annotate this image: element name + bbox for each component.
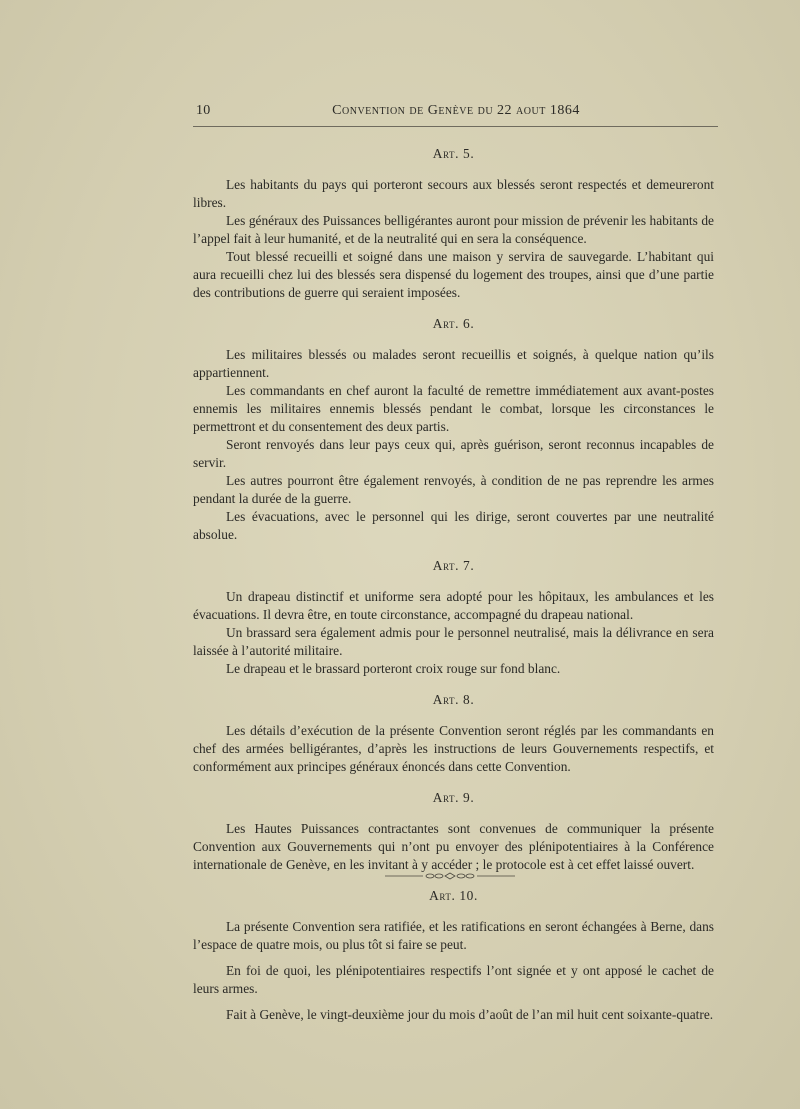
paragraph: La présente Convention sera ratifiée, et les ratifications en seront échangées à Berne, dans l’espace de quatre mois, ou plus tôt si faire se peut. [193,919,714,952]
paragraph: Fait à Genève, le vingt-deuxième jour du mois d’août de l’an mil huit cent soixante-quatre. [226,1007,714,1022]
article-8 [193,691,714,776]
article-7 [193,557,714,678]
paragraph: Tout blessé recueilli et soigné dans une maison y servira de sauvegarde. L’habitant qui aura recueilli chez lui des blessés sera dispensé du logement des troupes, ainsi que d’une partie des contributions de guerre qui seraient imposées. [193,249,714,300]
article-9 [193,789,714,874]
running-title: Convention de Genève du 22 aout 1864 [332,103,580,118]
paragraph: Un drapeau distinctif et uniforme sera adopté pour les hôpitaux, les ambulances et les évacuations. Il devra être, en toute circonstance, accompagné du drapeau national. [193,589,714,622]
paragraph: Les Hautes Puissances contractantes sont convenues de communiquer la présente Convention aux Gouvernements qui n’ont pu envoyer des plénipotentiaires à la Conférence internationale de Genève, en les invitant à y accéder ; le protocole est à cet effet laissé ouvert. [193,821,714,872]
paragraph: Les généraux des Puissances belligérantes auront pour mission de prévenir les habitants de l’appel fait à leur humanité, et de la neutralité qui en sera la conséquence. [193,213,714,246]
closing-ornament-icon [385,872,515,880]
paragraph: En foi de quoi, les plénipotentiaires respectifs l’ont signée et y ont apposé le cachet de leurs armes. [193,963,714,996]
article-10 [193,887,714,1024]
header-rule [193,126,718,127]
article-heading: Art. 9. [432,790,475,805]
paragraph: Les commandants en chef auront la faculté de remettre immédiatement aux avant-postes ennemis les militaires ennemis blessés pendant le combat, lorsque les circonstances le permettront et du consentement des deux partis. [193,383,714,434]
paragraph: Les détails d’exécution de la présente Convention seront réglés par les commandants en chef des armées belligérantes, d’après les instructions de leurs Gouvernements respectifs, et conformément aux principes généraux énoncés dans cette Convention. [193,723,714,774]
paragraph: Seront renvoyés dans leur pays ceux qui, après guérison, seront reconnus incapables de servir. [193,437,714,470]
article-heading: Art. 10. [429,888,478,903]
article-heading: Art. 5. [432,146,475,161]
paragraph: Un brassard sera également admis pour le personnel neutralisé, mais la délivrance en sera laissée à l’autorité militaire. [193,625,714,658]
article-heading: Art. 6. [432,316,475,331]
article-heading: Art. 7. [432,558,475,573]
article-heading: Art. 8. [432,692,475,707]
article-6 [193,315,714,544]
document-body [193,145,714,1037]
paragraph: Les habitants du pays qui porteront secours aux blessés seront respectés et demeureront libres. [193,177,714,210]
paragraph: Les militaires blessés ou malades seront recueillis et soignés, à quelque nation qu’ils appartiennent. [193,347,714,380]
paragraph: Le drapeau et le brassard porteront croix rouge sur fond blanc. [226,661,561,676]
paragraph: Les autres pourront être également renvoyés, à condition de ne pas reprendre les armes pendant la durée de la guerre. [193,473,714,506]
article-5 [193,145,714,302]
page-number: 10 [196,103,211,118]
paragraph: Les évacuations, avec le personnel qui les dirige, seront couvertes par une neutralité absolue. [193,509,714,542]
